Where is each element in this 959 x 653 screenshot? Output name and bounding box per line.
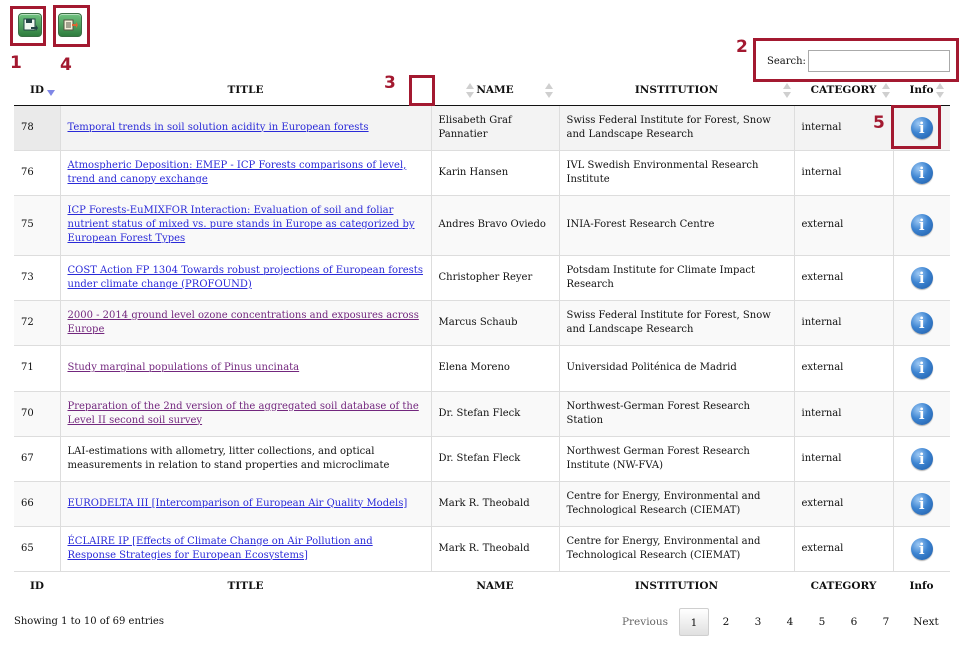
cell-title <box>60 526 431 571</box>
cell-name: Andres Bravo Oviedo <box>431 195 559 255</box>
title-link[interactable]: Atmospheric Deposition: EMEP - ICP Forests comparisons of level, trend and canopy exchange <box>67 159 407 185</box>
annotation-label-2: 2 <box>736 37 748 57</box>
footer-title: TITLE <box>60 571 431 600</box>
table-row <box>14 391 950 436</box>
table-row <box>14 481 950 526</box>
info-icon[interactable]: i <box>911 312 933 334</box>
table-footer-row <box>14 571 950 600</box>
title-link[interactable]: COST Action FP 1304 Towards robust projections of European forests under climate change (PROFOUND) <box>67 264 423 290</box>
page-button[interactable]: 6 <box>850 616 858 628</box>
previous-button[interactable]: Previous <box>621 616 669 628</box>
title-link[interactable]: EURODELTA III [Intercomparison of European Air Quality Models] <box>67 497 408 509</box>
cell-title <box>60 391 431 436</box>
cell-name: Dr. Stefan Fleck <box>431 436 559 481</box>
cell-info <box>893 150 950 195</box>
table-row <box>14 300 950 345</box>
cell-category: internal <box>794 150 893 195</box>
table-row <box>14 345 950 391</box>
cell-info <box>893 300 950 345</box>
cell-institution: Northwest-German Forest Research Station <box>559 391 794 436</box>
cell-id: 73 <box>14 255 60 300</box>
page-button[interactable]: 5 <box>818 616 826 628</box>
cell-category: external <box>794 345 893 391</box>
header-institution-label: INSTITUTION <box>634 84 719 97</box>
table-row <box>14 195 950 255</box>
annotation-label-5: 5 <box>873 113 885 133</box>
info-icon[interactable]: i <box>911 357 933 379</box>
info-icon[interactable]: i <box>911 214 933 236</box>
cell-id: 70 <box>14 391 60 436</box>
cell-name: Christopher Reyer <box>431 255 559 300</box>
cell-institution: Potsdam Institute for Climate Impact Research <box>559 255 794 300</box>
cell-institution: Northwest German Forest Research Institute (NW-FVA) <box>559 436 794 481</box>
header-info-label: Info <box>909 84 934 97</box>
page-button-current[interactable]: 1 <box>679 608 709 636</box>
info-icon[interactable]: i <box>911 448 933 470</box>
cell-category: external <box>794 255 893 300</box>
page-button[interactable]: 2 <box>722 616 730 628</box>
title-link[interactable]: ICP Forests-EuMIXFOR Interaction: Evaluation of soil and foliar nutrient status of mixed vs. pure stands in Europe as categorized by European Forest Types <box>67 205 415 244</box>
page-button[interactable]: 7 <box>882 616 890 628</box>
cell-info <box>893 345 950 391</box>
header-id[interactable] <box>14 76 60 105</box>
annotation-box-3 <box>409 75 435 106</box>
cell-institution: INIA-Forest Research Centre <box>559 195 794 255</box>
annotation-box-1 <box>10 6 46 46</box>
cell-name: Marcus Schaub <box>431 300 559 345</box>
title-link[interactable]: Study marginal populations of Pinus uncinata <box>67 362 300 373</box>
cell-institution: Centre for Energy, Environmental and Technological Research (CIEMAT) <box>559 526 794 571</box>
cell-category: external <box>794 481 893 526</box>
cell-id: 72 <box>14 300 60 345</box>
sort-both-icon <box>783 83 791 98</box>
info-icon[interactable]: i <box>911 493 933 515</box>
cell-id: 78 <box>14 105 60 150</box>
title-link[interactable]: Temporal trends in soil solution acidity in European forests <box>67 121 369 133</box>
title-link[interactable]: 2000 - 2014 ground level ozone concentrations and exposures across Europe <box>67 309 419 335</box>
cell-title <box>60 345 431 391</box>
cell-info <box>893 526 950 571</box>
cell-title <box>60 150 431 195</box>
header-title-label: TITLE <box>227 84 264 97</box>
cell-institution: Centre for Energy, Environmental and Technological Research (CIEMAT) <box>559 481 794 526</box>
cell-info <box>893 195 950 255</box>
cell-name: Dr. Stefan Fleck <box>431 391 559 436</box>
annotation-label-4: 4 <box>60 55 72 75</box>
annotation-label-3: 3 <box>384 73 396 93</box>
cell-institution: Universidad Politénica de Madrid <box>559 345 794 391</box>
cell-title <box>60 105 431 150</box>
search-label: Search: <box>767 56 806 67</box>
cell-title <box>60 481 431 526</box>
table-row <box>14 526 950 571</box>
cell-category: internal <box>794 436 893 481</box>
cell-title <box>60 195 431 255</box>
cell-id: 76 <box>14 150 60 195</box>
info-icon[interactable]: i <box>911 403 933 425</box>
cell-institution: Swiss Federal Institute for Forest, Snow and Landscape Research <box>559 105 794 150</box>
cell-info <box>893 391 950 436</box>
footer-category: CATEGORY <box>794 571 893 600</box>
cell-id: 75 <box>14 195 60 255</box>
cell-name: Mark R. Theobald <box>431 526 559 571</box>
cell-id: 65 <box>14 526 60 571</box>
table-row <box>14 150 950 195</box>
header-category-label: CATEGORY <box>810 84 877 97</box>
cell-title <box>60 255 431 300</box>
cell-category: external <box>794 526 893 571</box>
cell-info <box>893 436 950 481</box>
footer-institution: INSTITUTION <box>559 571 794 600</box>
projects-table <box>14 76 950 600</box>
cell-institution: Swiss Federal Institute for Forest, Snow and Landscape Research <box>559 300 794 345</box>
cell-title <box>60 300 431 345</box>
cell-title: LAI-estimations with allometry, litter collections, and optical measurements in relation to stand properties and microclimate <box>60 436 431 481</box>
header-title[interactable] <box>60 76 431 105</box>
cell-name: Mark R. Theobald <box>431 481 559 526</box>
cell-id: 71 <box>14 345 60 391</box>
cell-name: Elena Moreno <box>431 345 559 391</box>
page-button[interactable]: 3 <box>754 616 762 628</box>
table-row <box>14 436 950 481</box>
info-icon[interactable]: i <box>911 538 933 560</box>
title-link[interactable]: ÉCLAIRE IP [Effects of Climate Change on Air Pollution and Response Strategies for European Ecosystems] <box>67 535 373 561</box>
info-icon[interactable]: i <box>911 162 933 184</box>
pagination <box>618 608 950 636</box>
footer-info: Info <box>893 571 950 600</box>
annotation-box-4 <box>53 5 90 47</box>
cell-name: Karin Hansen <box>431 150 559 195</box>
page-button[interactable]: 4 <box>786 616 794 628</box>
title-link[interactable]: Preparation of the 2nd version of the aggregated soil database of the Level II second soil survey <box>67 400 419 426</box>
cell-institution: IVL Swedish Environmental Research Institute <box>559 150 794 195</box>
cell-id: 66 <box>14 481 60 526</box>
info-icon[interactable]: i <box>911 267 933 289</box>
table-row <box>14 105 950 150</box>
entries-info: Showing 1 to 10 of 69 entries <box>14 616 164 627</box>
header-id-label: ID <box>29 84 45 97</box>
cell-category: internal <box>794 391 893 436</box>
annotation-label-1: 1 <box>10 53 22 73</box>
cell-info <box>893 481 950 526</box>
table-row <box>14 255 950 300</box>
cell-category: external <box>794 195 893 255</box>
cell-category: internal <box>794 105 893 150</box>
header-name-label: NAME <box>476 84 514 97</box>
sort-both-icon <box>882 83 890 98</box>
cell-info <box>893 255 950 300</box>
cell-name: Elisabeth Graf Pannatier <box>431 105 559 150</box>
cell-id: 67 <box>14 436 60 481</box>
next-button[interactable]: Next <box>913 616 939 628</box>
header-name[interactable] <box>431 76 559 105</box>
footer-id: ID <box>14 571 60 600</box>
cell-category: internal <box>794 300 893 345</box>
footer-name: NAME <box>431 571 559 600</box>
info-icon[interactable]: i <box>911 117 933 139</box>
annotation-box-2 <box>753 38 959 82</box>
annotation-box-5 <box>891 105 941 149</box>
sort-desc-icon <box>47 90 55 96</box>
sort-both-icon <box>936 83 944 98</box>
sort-both-icon <box>545 83 553 98</box>
